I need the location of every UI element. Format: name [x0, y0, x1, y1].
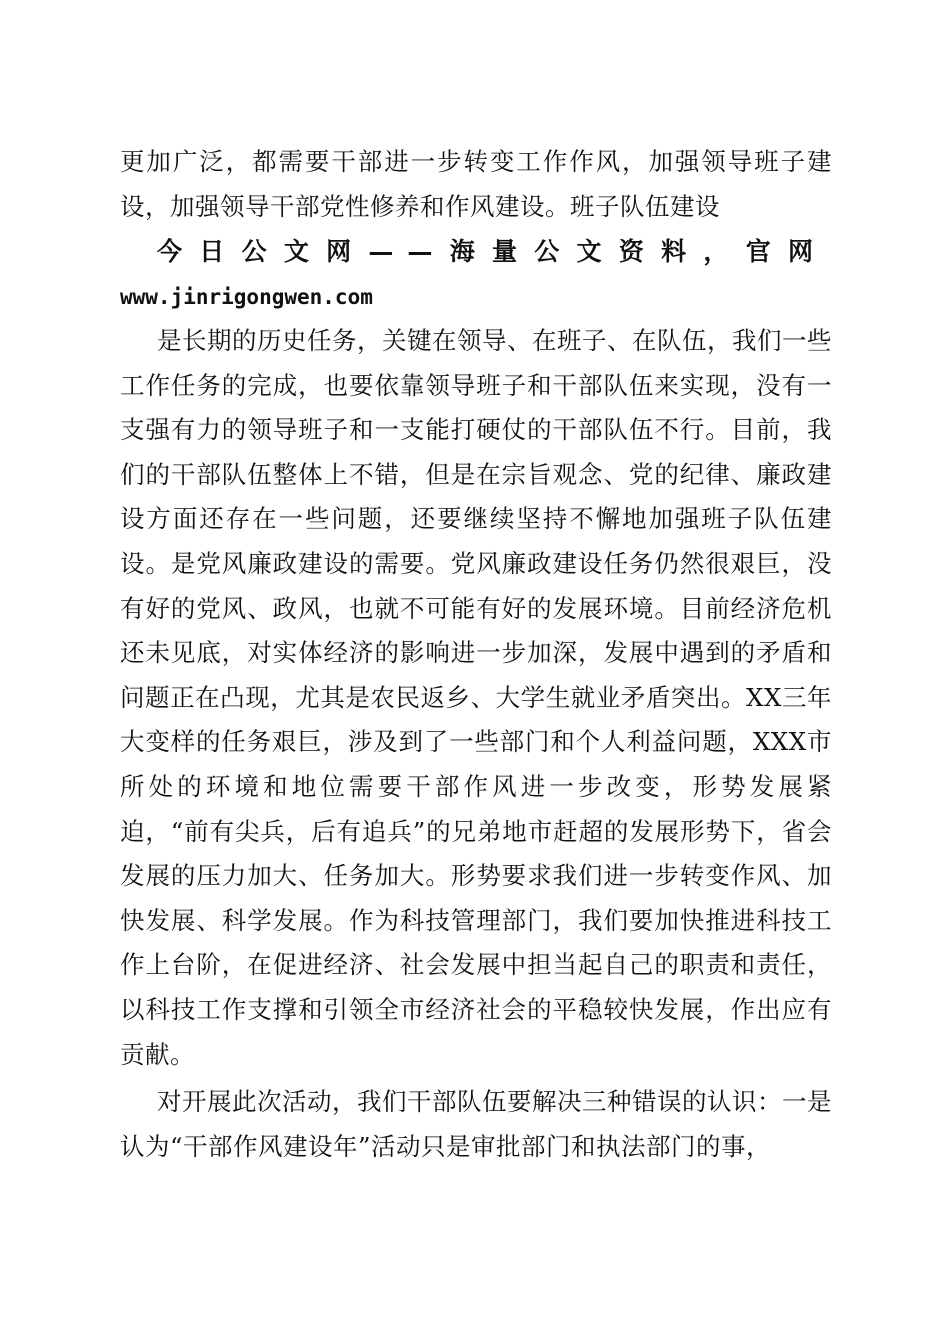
watermark-banner-text: 今日公文网——海量公文资料，官网	[157, 237, 827, 266]
watermark-banner-url: www.jinrigongwen.com	[120, 285, 373, 309]
paragraph-body: 是长期的历史任务，关键在领导、在班子、在队伍，我们一些工作任务的完成，也要依靠领导班子和干部队伍来实现，没有一支强有力的领导班子和一支能打硬仗的干部队伍不行。目前，我们的干部队伍整体上不错，但是在宗旨观念、党的纪律、廉政建设方面还存在一些问题，还要继续坚持不懈地加强班子队伍建设。是党风廉政建设的需要。党风廉政建设任务仍然很艰巨，没有好的党风、政风，也就不可能有好的发展环境。目前经济危机还未见底，对实体经济的影响进一步加深，发展中遇到的矛盾和问题正在凸现，尤其是农民返乡、大学生就业矛盾突出。XX三年大变样的任务艰巨，涉及到了一些部门和个人利益问题，XXX市所处的环境和地位需要干部作风进一步改变，形势发展紧迫，“前有尖兵，后有追兵”的兄弟地市赶超的发展形势下，省会发展的压力加大、任务加大。形势要求我们进一步转变作风、加快发展、科学发展。作为科技管理部门，我们要加快推进科技工作上台阶，在促进经济、社会发展中担当起自己的职责和责任，以科技工作支撑和引领全市经济社会的平稳较快发展，作出应有贡献。	[120, 326, 832, 1069]
paragraph-final: 对开展此次活动，我们干部队伍要解决三种错误的认识：一是认为“干部作风建设年”活动只是审批部门和执法部门的事，	[120, 1087, 832, 1161]
paragraph-continuation: 更加广泛，都需要干部进一步转变工作作风，加强领导班子建设，加强领导干部党性修养和作风建设。班子队伍建设	[120, 147, 832, 221]
